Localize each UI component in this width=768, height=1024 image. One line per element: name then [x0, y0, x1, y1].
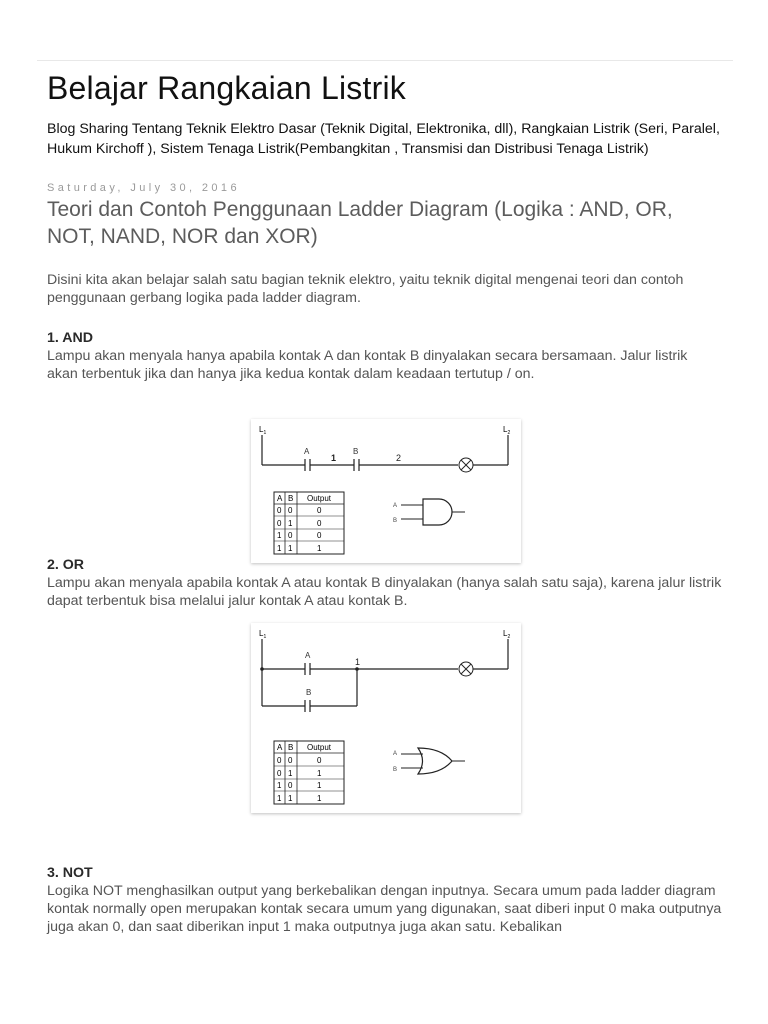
table-header-cell: B — [288, 743, 294, 752]
gate-input-a-label: A — [393, 751, 398, 757]
node-2-label: 2 — [396, 453, 402, 463]
table-cell: 1 — [288, 794, 293, 803]
table-cell: 0 — [277, 506, 282, 515]
table-header-cell: B — [288, 494, 294, 503]
blog-description: Blog Sharing Tentang Teknik Elektro Dasar (Teknik Digital, Elektronika, dll), Rangkaian Listrik (Seri, Paralel, Hukum Kirchoff ), Sistem Tenaga Listrik(Pembangkitan , Transmisi dan Distribusi Tenaga Listrik) — [47, 121, 720, 157]
gate-input-b-label: B — [393, 767, 398, 773]
and-gate-icon — [393, 499, 465, 525]
table-cell: 1 — [288, 544, 293, 553]
and-truth-table — [274, 492, 344, 554]
gate-body — [423, 499, 452, 525]
or-gate-icon — [393, 748, 465, 774]
section-not-heading: 3. NOT — [47, 865, 93, 881]
table-header-cell: Output — [307, 743, 332, 752]
post-title[interactable]: Teori dan Contoh Penggunaan Ladder Diagram (Logika : AND, OR, NOT, NAND, NOR dan XOR) — [47, 198, 673, 248]
rail-right-label: $L_2$ — [503, 425, 511, 436]
table-cell: 0 — [288, 756, 293, 765]
table-cell: 1 — [277, 531, 282, 540]
table-header-cell: Output — [307, 494, 332, 503]
rail-left-label: $L_1$ — [259, 425, 267, 436]
table-cell: 0 — [317, 519, 322, 528]
section-and-text: Lampu akan menyala hanya apabila kontak A dan kontak B dinyalakan secara bersamaan. Jalur listrik akan terbentuk jika dan hanya jika kedua kontak dalam keadaan tertutup / on. — [47, 348, 688, 382]
table-header-cell: A — [277, 494, 283, 503]
rail-right-label: $L_2$ — [503, 629, 511, 640]
table-cell: 1 — [317, 544, 322, 553]
or-truth-table — [274, 741, 344, 804]
table-cell: 1 — [317, 781, 322, 790]
or-ladder-figure[interactable] — [251, 623, 521, 813]
table-cell: 0 — [317, 756, 322, 765]
table-cell: 1 — [317, 794, 322, 803]
contact-a-label: A — [305, 651, 311, 660]
table-cell: 0 — [277, 769, 282, 778]
blog-title[interactable]: Belajar Rangkaian Listrik — [47, 70, 406, 106]
node-1-label: 1 — [331, 453, 337, 463]
gate-input-b-label: B — [393, 518, 398, 524]
node-1-label: 1 — [355, 657, 361, 667]
table-cell: 0 — [288, 781, 293, 790]
table-header-cell: A — [277, 743, 283, 752]
table-cell: 1 — [277, 781, 282, 790]
table-cell: 0 — [277, 519, 282, 528]
contact-a-label: A — [304, 447, 310, 456]
or-ladder-diagram — [251, 623, 521, 813]
table-cell: 1 — [317, 769, 322, 778]
table-cell: 1 — [277, 794, 282, 803]
table-cell: 0 — [277, 756, 282, 765]
gate-input-a-label: A — [393, 503, 398, 509]
post-date: Saturday, July 30, 2016 — [47, 182, 240, 194]
table-cell: 1 — [288, 519, 293, 528]
table-cell: 1 — [277, 544, 282, 553]
table-cell: 0 — [288, 531, 293, 540]
table-cell: 0 — [288, 506, 293, 515]
section-and-heading: 1. AND — [47, 330, 93, 346]
contact-b-label: B — [306, 688, 312, 697]
table-cell: 0 — [317, 506, 322, 515]
post-intro: Disini kita akan belajar salah satu bagian teknik elektro, yaitu teknik digital mengenai teori dan contoh penggunaan gerbang logika pada ladder diagram. — [47, 272, 684, 306]
header-divider — [37, 60, 733, 61]
gate-body — [418, 748, 452, 774]
contact-b-label: B — [353, 447, 359, 456]
and-ladder-diagram — [251, 419, 521, 563]
rail-left-label: $L_1$ — [259, 629, 267, 640]
section-or-heading: 2. OR — [47, 557, 85, 573]
section-or-text: Lampu akan menyala apabila kontak A atau kontak B dinyalakan (hanya salah satu saja), karena jalur listrik dapat terbentuk bisa melalui jalur kontak A atau kontak B. — [47, 575, 722, 609]
and-ladder-figure[interactable] — [251, 419, 521, 563]
section-not-text: Logika NOT menghasilkan output yang berkebalikan dengan inputnya. Secara umum pada ladder diagram kontak normally open merupakan kontak secara umum yang digunakan, saat diberi input 0 maka outputnya juga akan 0, dan saat diberikan input 1 maka outputnya juga akan satu. Kebalikan — [47, 883, 722, 935]
table-cell: 1 — [288, 769, 293, 778]
table-cell: 0 — [317, 531, 322, 540]
